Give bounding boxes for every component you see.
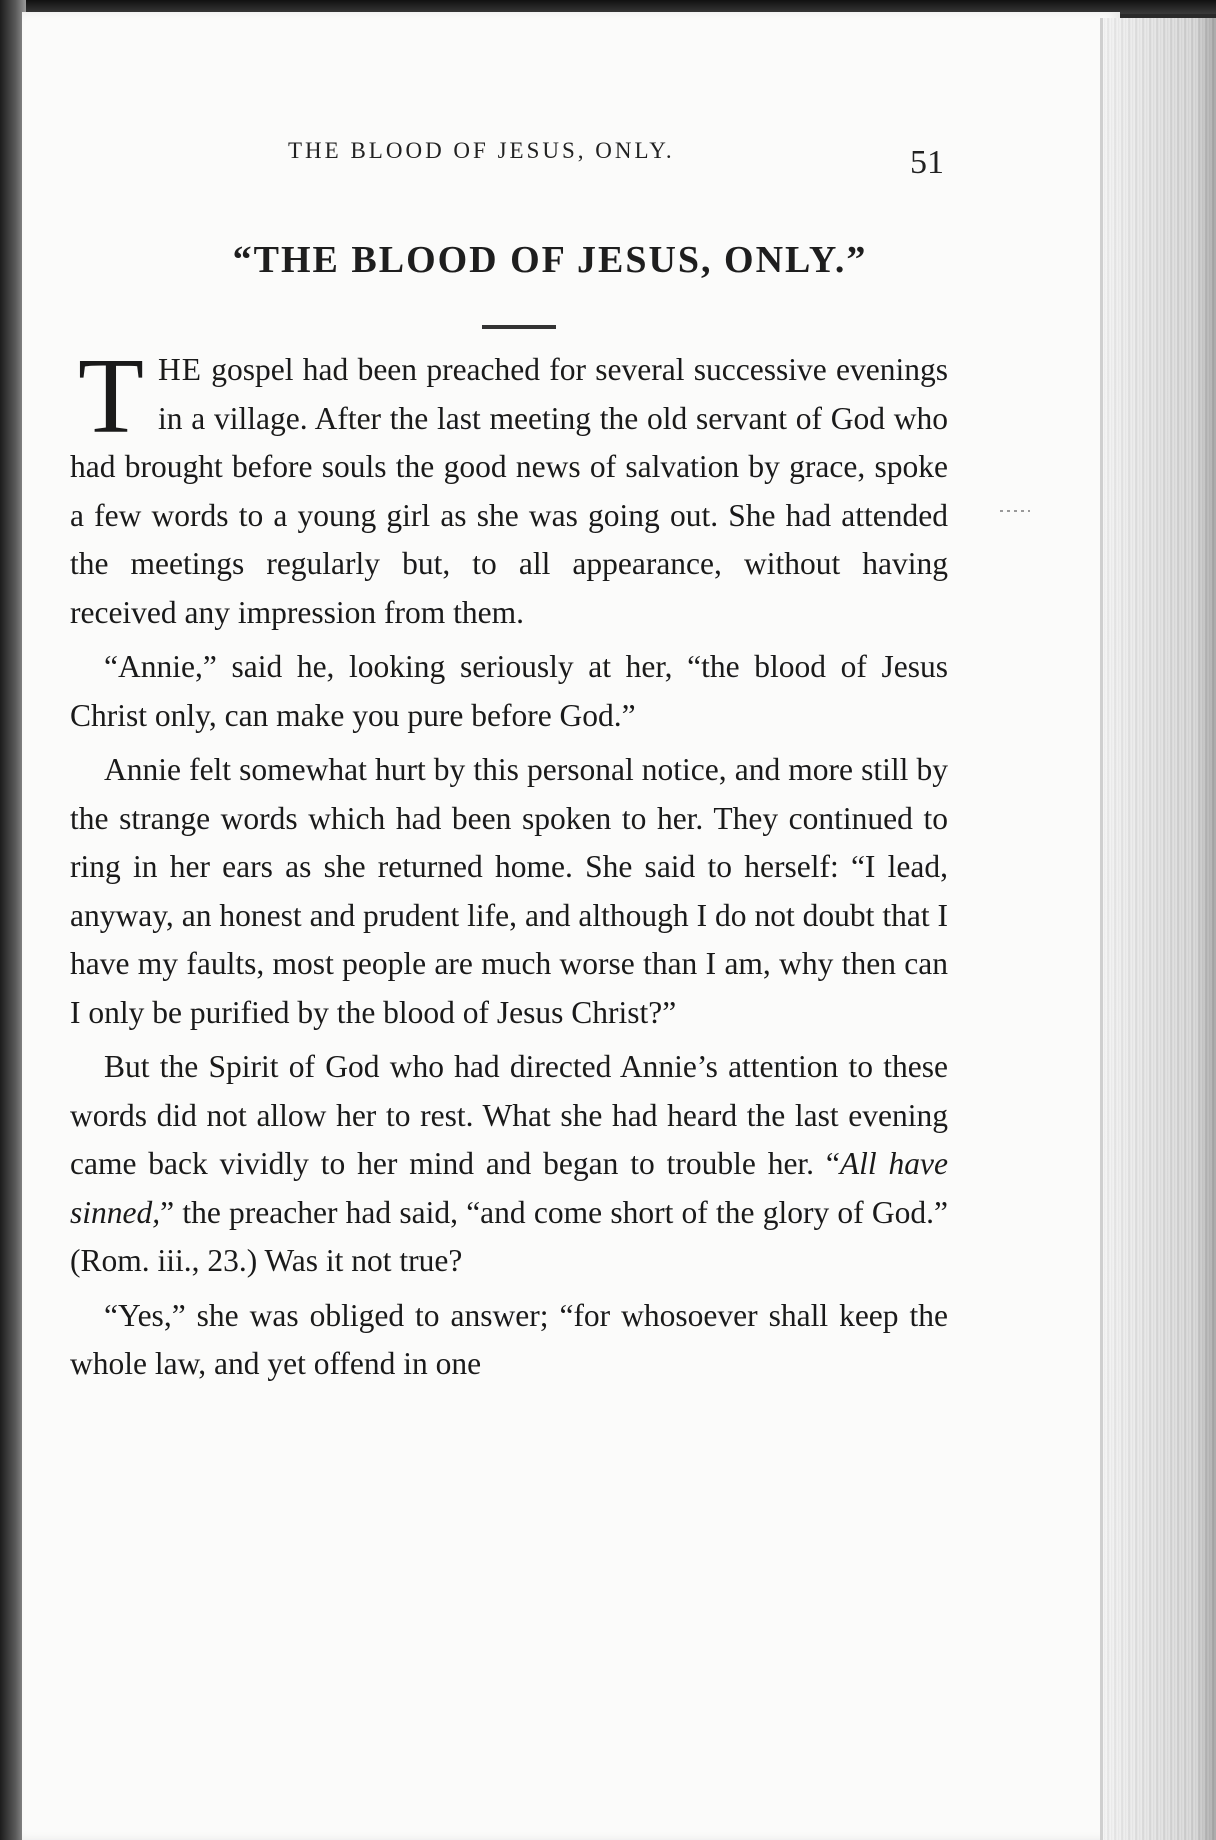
body-text: [70, 337, 948, 1389]
paragraph-1: [70, 337, 948, 637]
chapter-title: “THE BLOOD OF JESUS, ONLY.”: [232, 239, 868, 281]
paragraph-3: Annie felt somewhat hurt by this personal notice, and more still by the strange words which had been spoken to her. They continued to ring in her ears as she returned home. She said to herself: “I lead, anyway, an honest and prudent life, and although I do not doubt that I have my faults, most people are much worse than I am, why then can I only be purified by the blood of Jesus Christ?”: [70, 752, 948, 1030]
drop-cap: T: [78, 337, 144, 456]
paragraph-5: “Yes,” she was obliged to answer; “for whosoever shall keep the whole law, and yet offend in one: [70, 1297, 948, 1381]
page-edges: [1100, 18, 1216, 1840]
title-rule: [482, 325, 556, 329]
paragraph-2: “Annie,” said he, looking seriously at her, “the blood of Jesus Christ only, can make you pure before God.”: [70, 649, 948, 733]
paragraph-4: [70, 1043, 948, 1286]
lead-in: HE: [157, 352, 202, 387]
paragraph-4-italic: All have sinned,: [70, 1146, 948, 1230]
page-number: 51: [910, 144, 944, 181]
paragraph-4-text-b: ” the preacher had said, “and come short of the glory of God.” (Rom. iii., 23.) Was it not true?: [70, 1194, 948, 1278]
paragraph-1-text: gospel had been preached for several successive evenings in a village. After the last meeting the old servant of God who had brought before souls the good news of salvation by grace, spoke a few words to a young girl as she was going out. She had attended the meetings regularly but, to all appearance, without having received any impression from them.: [70, 352, 948, 630]
running-head: THE BLOOD OF JESUS, ONLY.: [288, 138, 675, 163]
paragraph-4-text-a: But the Spirit of God who had directed Annie’s attention to these words did not allow her to rest. What she had heard the last evening came back vividly to her mind and began to trouble her. “: [70, 1049, 948, 1181]
margin-mark: [1000, 510, 1030, 512]
